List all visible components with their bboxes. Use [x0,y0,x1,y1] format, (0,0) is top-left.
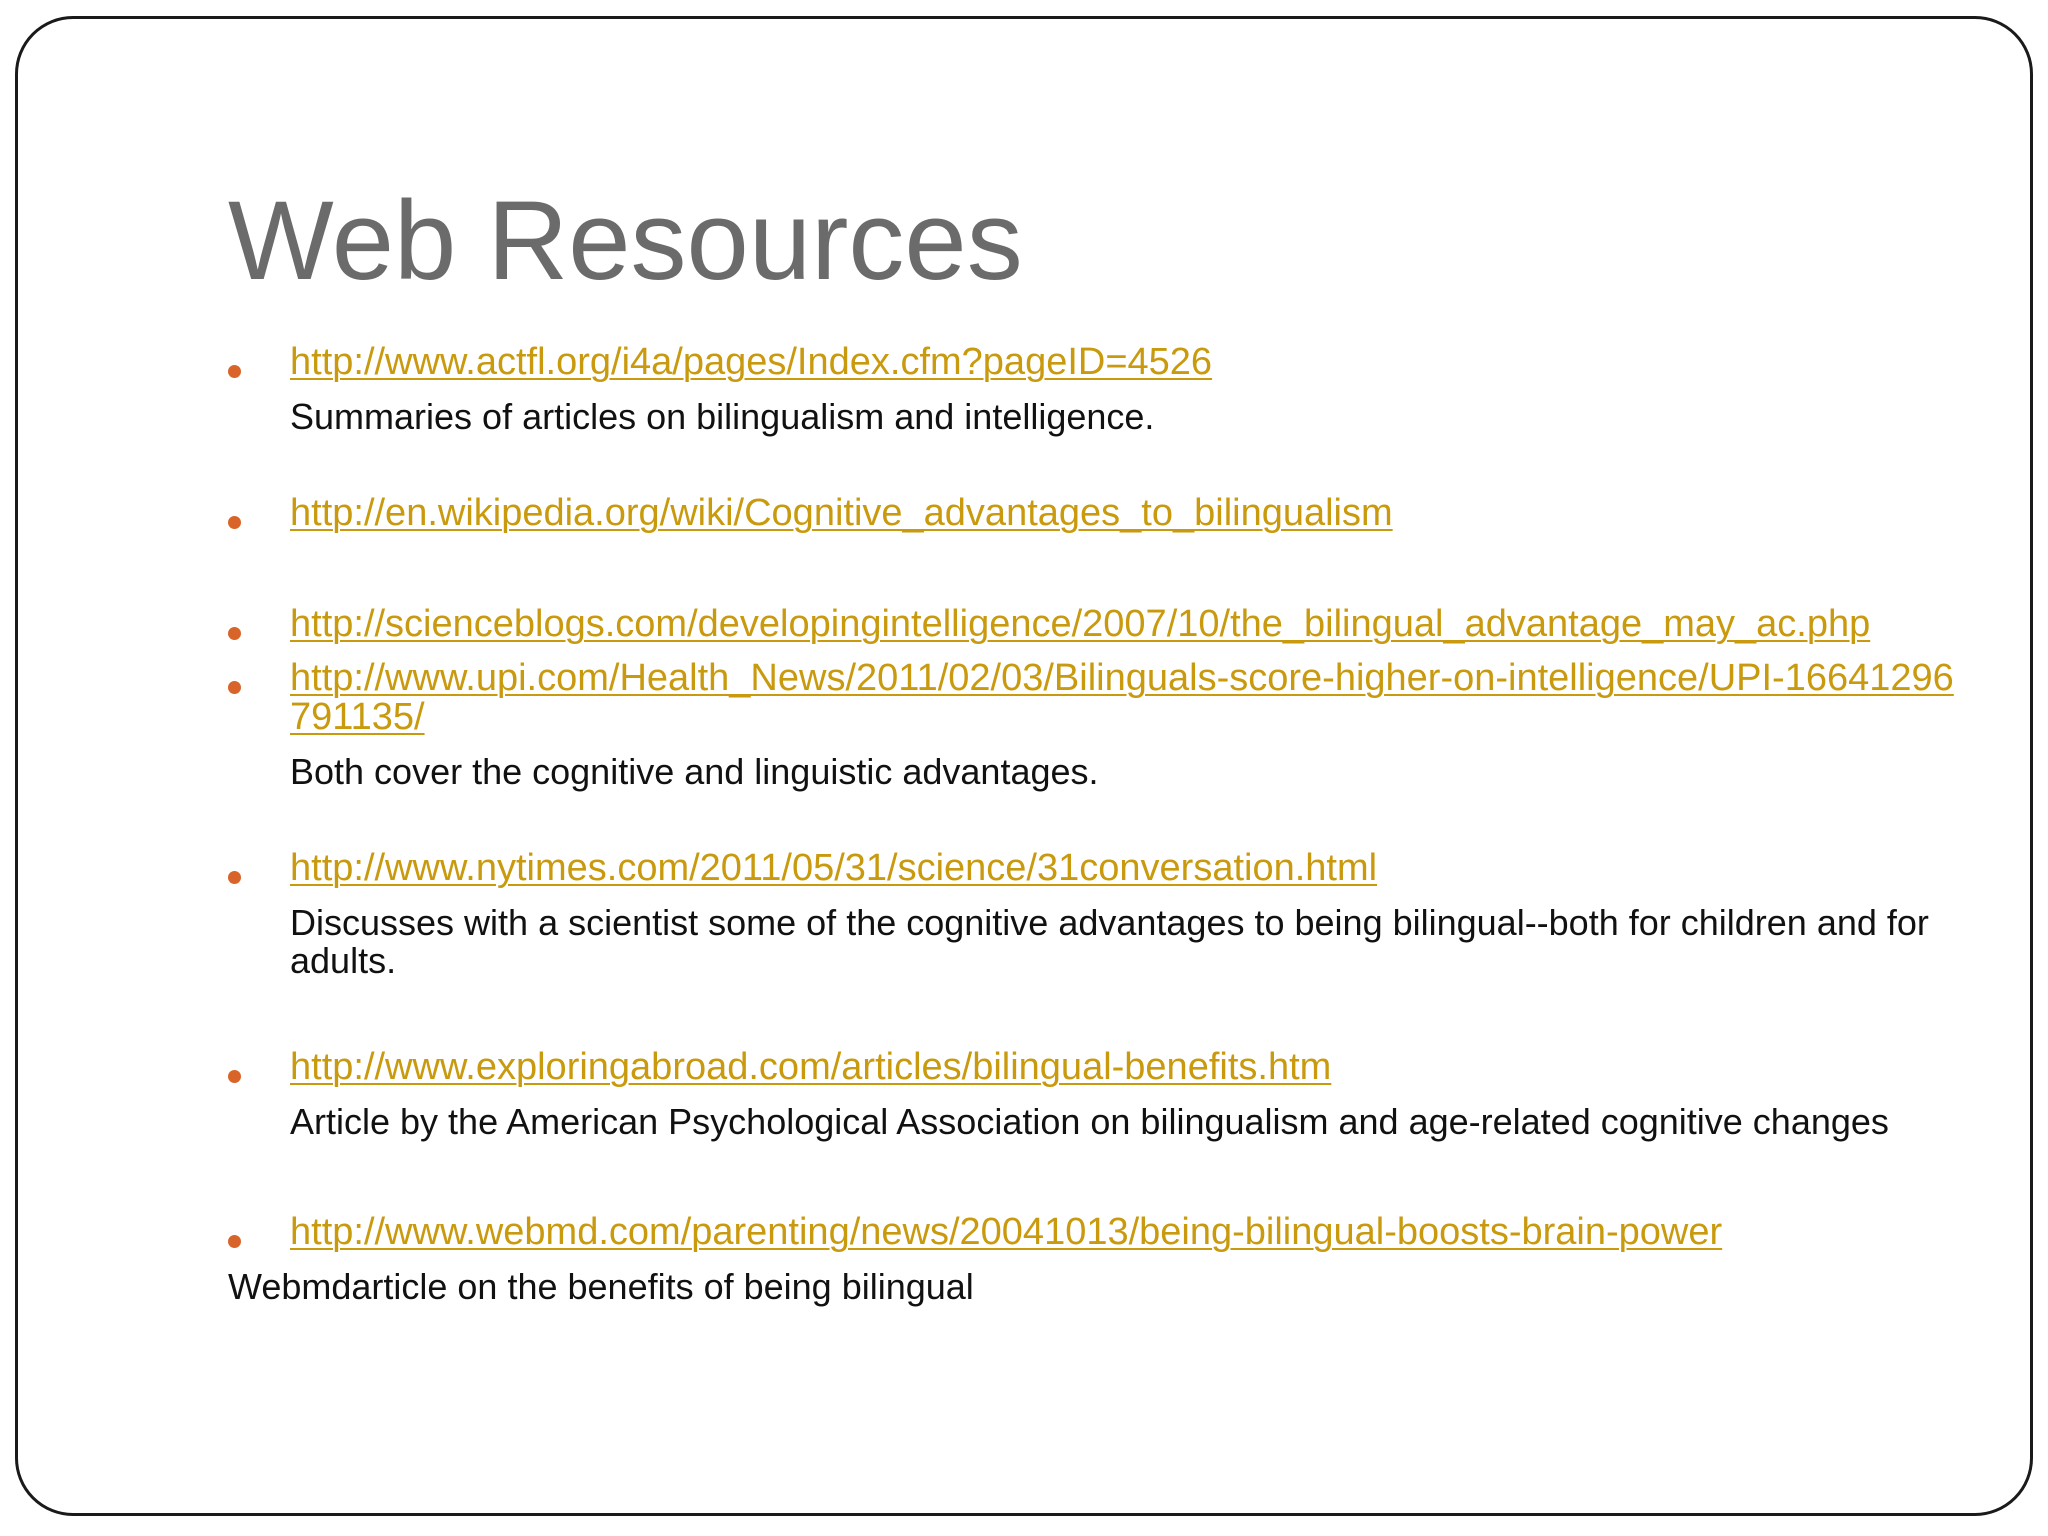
resource-link-exploringabroad[interactable]: http://www.exploringabroad.com/articles/bilingual-benefits.htm [290,1046,1332,1088]
footer-note: Webmdarticle on the benefits of being bilingual [228,1266,974,1307]
bullet-icon [228,1235,241,1248]
bullet-icon [228,871,241,884]
resource-link-webmd[interactable]: http://www.webmd.com/parenting/news/20041013/being-bilingual-boosts-brain-power [290,1211,1723,1253]
resource-link-upi[interactable]: http://www.upi.com/Health_News/2011/02/03/Bilinguals-score-higher-on-intelligence/UPI-16641296791135/ [290,657,1954,738]
resource-link-scienceblogs[interactable]: http://scienceblogs.com/developingintelligence/2007/10/the_bilingual_advantage_may_ac.php [290,603,1871,645]
resource-description: Discusses with a scientist some of the cognitive advantages to being bilingual--both for children and for adults. [290,902,1929,981]
resource-description: Summaries of articles on bilingualism and intelligence. [290,396,1155,437]
list-item [228,343,1958,436]
resource-link-nytimes[interactable]: http://www.nytimes.com/2011/05/31/science/31conversation.html [290,847,1378,889]
resource-list [228,343,1958,1306]
bullet-icon [228,681,241,694]
list-item [228,1048,1958,1141]
bullet-icon [228,627,241,640]
resource-link-actfl[interactable]: http://www.actfl.org/i4a/pages/Index.cfm?pageID=4526 [290,341,1213,383]
resource-link-wikipedia[interactable]: http://en.wikipedia.org/wiki/Cognitive_advantages_to_bilingualism [290,492,1393,534]
bullet-icon [228,516,241,529]
list-item [228,1213,1958,1252]
bullet-icon [228,1070,241,1083]
list-item [228,659,1958,791]
slide [15,16,2033,1516]
resource-description: Article by the American Psychological Association on bilingualism and age-related cognitive changes [290,1101,1889,1142]
list-item [228,494,1958,533]
bullet-icon [228,365,241,378]
resource-description: Both cover the cognitive and linguistic advantages. [290,751,1099,792]
list-item [228,605,1958,644]
list-item [228,849,1958,980]
page-title: Web Resources [228,178,1023,303]
